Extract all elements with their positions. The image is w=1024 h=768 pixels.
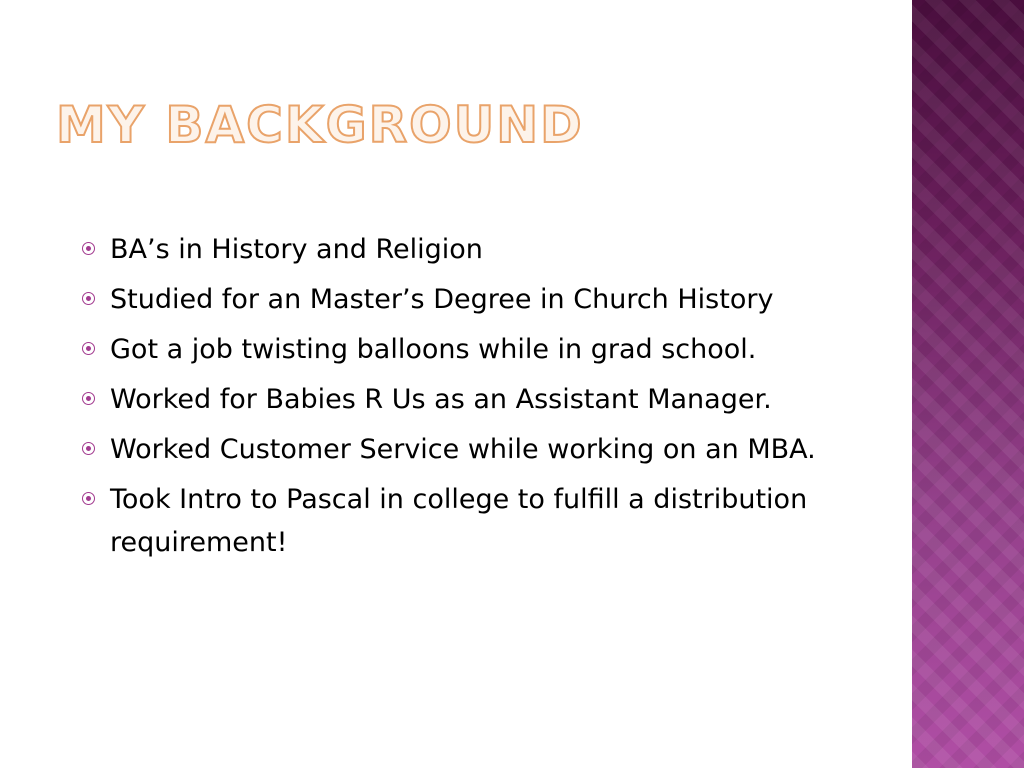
- bullet-text: Worked for Babies R Us as an Assistant Manager.: [110, 384, 772, 415]
- bullet-item: [80, 278, 880, 321]
- bullet-text: Worked Customer Service while working on an MBA.: [110, 434, 816, 465]
- bullet-item: [80, 478, 880, 564]
- bullet-text: BA’s in History and Religion: [110, 234, 483, 265]
- bullet-item: [80, 328, 880, 371]
- circled-dot-icon: [82, 242, 95, 255]
- circled-dot-icon: [82, 392, 95, 405]
- bullet-text: Got a job twisting balloons while in grad school.: [110, 334, 757, 365]
- circled-dot-icon: [82, 342, 95, 355]
- bullet-text: Studied for an Master’s Degree in Church History: [110, 284, 774, 315]
- decorative-side-band: [912, 0, 1024, 768]
- circled-dot-icon: [82, 292, 95, 305]
- bullet-text: Took Intro to Pascal in college to fulfill a distribution requirement!: [110, 484, 808, 558]
- bullet-list: [80, 228, 880, 571]
- bullet-item: [80, 378, 880, 421]
- slide-title: MY BACKGROUND: [56, 96, 584, 154]
- bullet-item: [80, 228, 880, 271]
- circled-dot-icon: [82, 492, 95, 505]
- bullet-item: [80, 428, 880, 471]
- circled-dot-icon: [82, 442, 95, 455]
